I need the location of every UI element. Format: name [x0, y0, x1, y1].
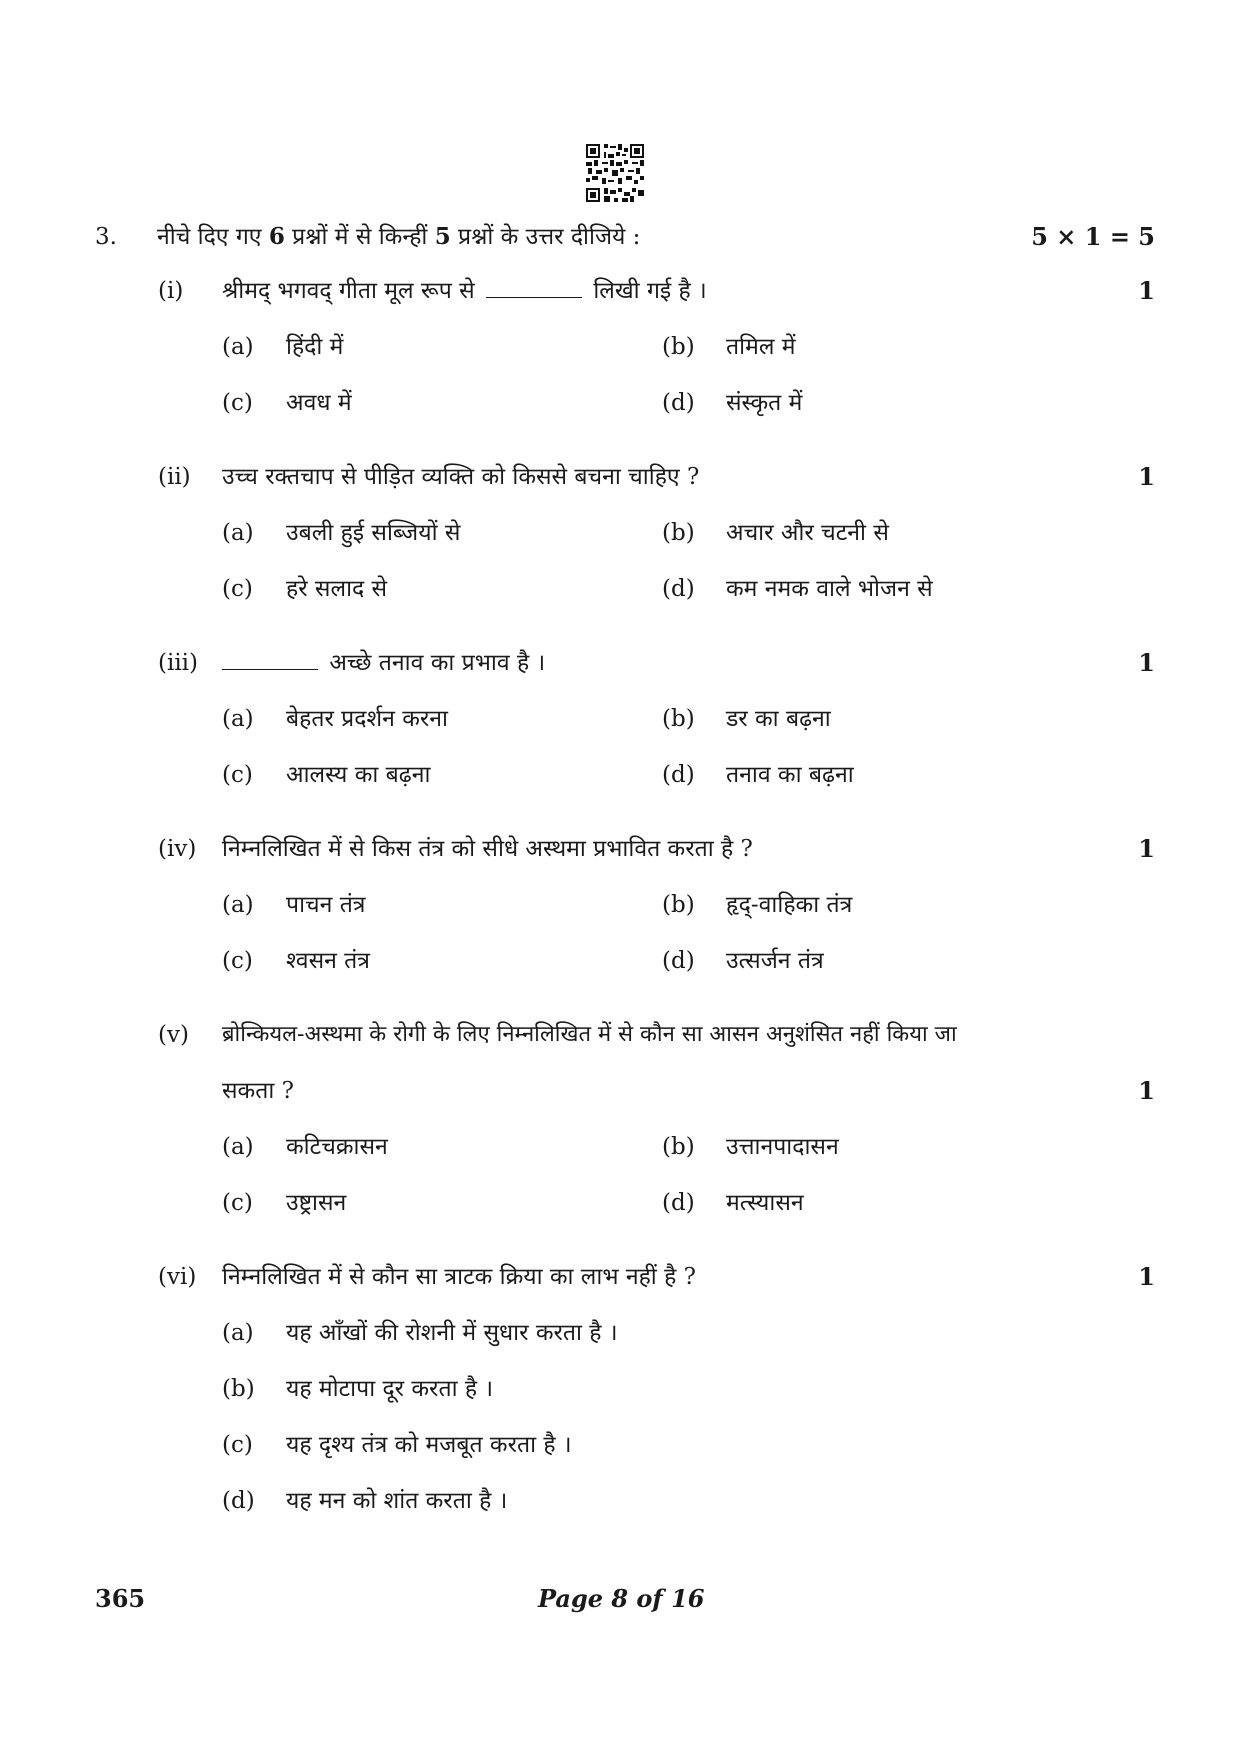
question-total-marks: 5 × 1 = 5	[1031, 222, 1155, 251]
subquestion-mark: 1	[1138, 1076, 1155, 1105]
subquestion-number: (iii)	[158, 650, 199, 676]
subquestion-text: श्रीमद् भगवद् गीता मूल रूप से लिखी गई है ।	[222, 272, 1092, 310]
subquestion-text-line2: सकता ?	[222, 1078, 294, 1104]
subquestion-number: (vi)	[158, 1264, 197, 1290]
qr-code-icon	[586, 144, 644, 202]
subquestion-number: (v)	[158, 1022, 189, 1048]
question-instruction: नीचे दिए गए 6 प्रश्नों में से किन्हीं 5 प्रश्नों के उत्तर दीजिये :	[157, 223, 641, 250]
subquestion-mark: 1	[1138, 276, 1155, 305]
subquestion-mark: 1	[1138, 834, 1155, 863]
subquestion-number: (i)	[158, 278, 184, 304]
subquestion-text: उच्च रक्तचाप से पीड़ित व्यक्ति को किससे बचना चाहिए ?	[222, 464, 700, 490]
subquestion-number: (iv)	[158, 836, 197, 862]
page-number: Page 8 of 16	[538, 1584, 705, 1613]
subquestion-mark: 1	[1138, 1262, 1155, 1291]
subquestion-text: अच्छे तनाव का प्रभाव है ।	[222, 644, 1092, 682]
subquestion-text: निम्नलिखित में से किस तंत्र को सीधे अस्थमा प्रभावित करता है ?	[222, 836, 753, 862]
subquestion-mark: 1	[1138, 648, 1155, 677]
question-number: 3.	[95, 224, 117, 250]
subquestion-mark: 1	[1138, 462, 1155, 491]
subquestion-number: (ii)	[158, 464, 191, 490]
subquestion-text: निम्नलिखित में से कौन सा त्राटक क्रिया का लाभ नहीं है ?	[222, 1264, 696, 1290]
fill-blank	[486, 275, 582, 298]
fill-blank	[222, 647, 318, 670]
paper-code: 365	[95, 1584, 146, 1613]
subquestion-text-line1: ब्रोन्कियल-अस्थमा के रोगी के लिए निम्नलिखित में से कौन सा आसन अनुशंसित नहीं किया जा	[222, 1022, 957, 1047]
exam-page: 3. नीचे दिए गए 6 प्रश्नों में से किन्हीं 5 प्रश्नों के उत्तर दीजिये : 5 × 1 = 5 (i) श्रीमद् भगवद् गीता मूल रूप से लिखी गई है । 1 (a) हिंदी में (b) तमिल में (c) अवध में (d) संस्कृत में (ii) उच्च रक्तचाप से पीड़ित व्यक्ति को किससे बचना चाहिए ? 1 (a) उबली हुई सब्जियों से (b) अचार और चटनी से (c) हरे सलाद से (d) कम नमक वाले भोजन से (iii) अच्छे तनाव का प्रभाव है । 1 (a) बेहतर प्रदर्शन करना (b) डर का बढ़ना (c) आलस्य का बढ़ना (d) तनाव का बढ़ना (iv) निम्नलिखित में से किस तंत्र को सीधे अस्थमा प्रभावित करता है ? 1 (a) पाचन तंत्र (b) हृद्-वाहिका तंत्र (c) श्वसन तंत्र (d) उत्सर्जन तंत्र (v) ब्रोन्कियल-अस्थमा के रोगी के लिए निम्नलिखित में से कौन सा आसन अनुशंसित नहीं किया जा सकता ? 1 (a) कटिचक्रासन (b) उत्तानपादासन (c) उष्ट्रासन (d) मत्स्यासन (vi) निम्नलिखित में से कौन सा त्राटक क्रिया का लाभ नहीं है ? 1 (a) यह आँखों की रोशनी में सुधार करता है । (b) यह मोटापा दूर करता है । (c) यह दृश्य तंत्र को मजबूत करता है । (d) यह मन को शांत करता है । 365 Page 8 of 16	[0, 0, 1241, 1755]
